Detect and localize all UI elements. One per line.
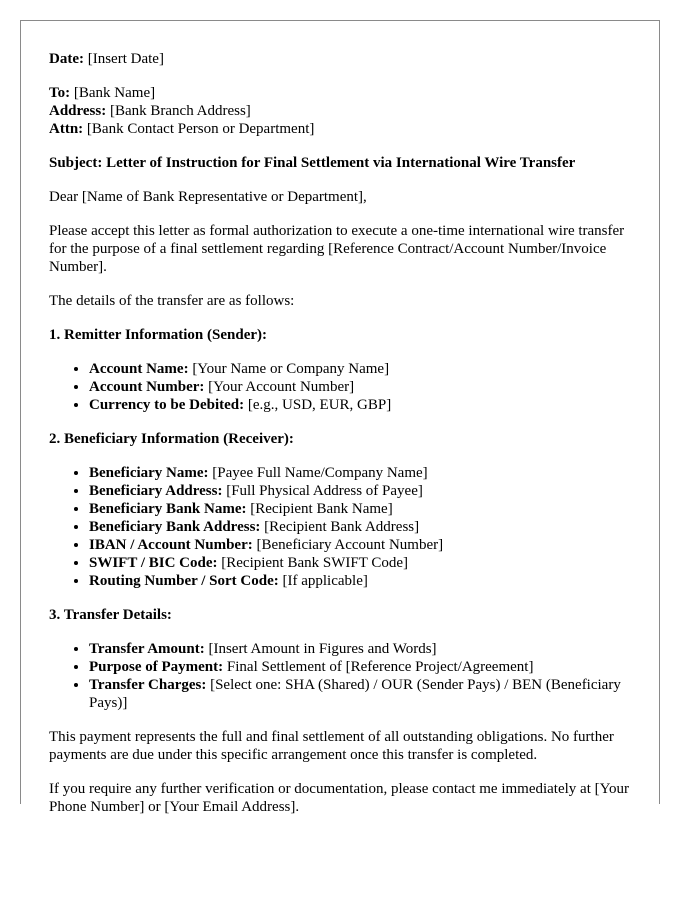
item-label: Account Number: [89,379,205,395]
item-label: Beneficiary Address: [89,483,223,499]
address-label: Address: [49,103,107,119]
section-heading-text: 1. Remitter Information (Sender): [49,327,268,343]
recipient-block [49,84,631,138]
attn-line [49,120,631,138]
list-item [89,676,631,712]
item-label: Beneficiary Name: [89,465,209,481]
item-label: Beneficiary Bank Name: [89,501,247,517]
item-label: IBAN / Account Number: [89,537,253,553]
list-item [89,658,631,676]
letter-page [20,20,660,815]
list-item [89,518,631,536]
item-label: Transfer Charges: [89,677,207,693]
section-heading [49,430,631,448]
item-value: [If applicable] [282,573,368,589]
list-item [89,572,631,590]
date-value: [Insert Date] [87,51,164,67]
item-value: [Recipient Bank Address] [264,519,420,535]
list-item [89,464,631,482]
subject-line [49,154,631,172]
item-value: [Full Physical Address of Payee] [226,483,423,499]
date-label: Date: [49,51,84,67]
section-list [49,640,631,712]
item-value: [e.g., USD, EUR, GBP] [247,397,392,413]
item-value: [Beneficiary Account Number] [256,537,444,553]
date-line [49,50,631,68]
item-value: [Your Account Number] [208,379,355,395]
attn-label: Attn: [49,121,84,137]
section-heading-text: 3. Transfer Details: [49,607,172,623]
item-value: [Payee Full Name/Company Name] [212,465,428,481]
item-value: [Your Name or Company Name] [192,361,390,377]
item-value: Final Settlement of [Reference Project/Agreement] [226,659,534,675]
item-label: Currency to be Debited: [89,397,245,413]
attn-value: [Bank Contact Person or Department] [86,121,315,137]
letter-content [21,21,659,816]
item-value: [Recipient Bank Name] [250,501,393,517]
list-item [89,554,631,572]
item-label: Account Name: [89,361,189,377]
item-label: Transfer Amount: [89,641,205,657]
list-item [89,536,631,554]
to-line [49,84,631,102]
section-heading [49,606,631,624]
intro-paragraph: Please accept this letter as formal authorization to execute a one-time international wire transfer for the purpose of a final settlement regarding [Reference Contract/Account Number/Invoice Number]. [49,223,625,275]
item-label: Purpose of Payment: [89,659,224,675]
item-label: Routing Number / Sort Code: [89,573,279,589]
section-list [49,360,631,414]
item-label: SWIFT / BIC Code: [89,555,218,571]
item-label: Beneficiary Bank Address: [89,519,261,535]
list-item [89,500,631,518]
details-intro: The details of the transfer are as follows: [49,293,295,309]
section-heading [49,326,631,344]
to-label: To: [49,85,71,101]
settlement-paragraph: This payment represents the full and final settlement of all outstanding obligations. No further payments are due under this specific arrangement once this transfer is completed. [49,729,614,763]
to-value: [Bank Name] [73,85,156,101]
item-value: [Insert Amount in Figures and Words] [208,641,437,657]
list-item [89,378,631,396]
list-item [89,482,631,500]
list-item [89,396,631,414]
subject-text: Subject: Letter of Instruction for Final Settlement via International Wire Transfer [49,155,576,171]
item-value: [Recipient Bank SWIFT Code] [221,555,409,571]
salutation: Dear [Name of Bank Representative or Department], [49,189,367,205]
list-item [89,360,631,378]
contact-paragraph: If you require any further verification or documentation, please contact me immediately at [Your Phone Number] or [Your Email Address]. [49,781,629,815]
section-list [49,464,631,590]
item-value: [Select one: SHA (Shared) / OUR (Sender Pays) / BEN (Beneficiary Pays)] [89,677,621,711]
list-item [89,640,631,658]
section-heading-text: 2. Beneficiary Information (Receiver): [49,431,294,447]
address-line [49,102,631,120]
address-value: [Bank Branch Address] [109,103,251,119]
